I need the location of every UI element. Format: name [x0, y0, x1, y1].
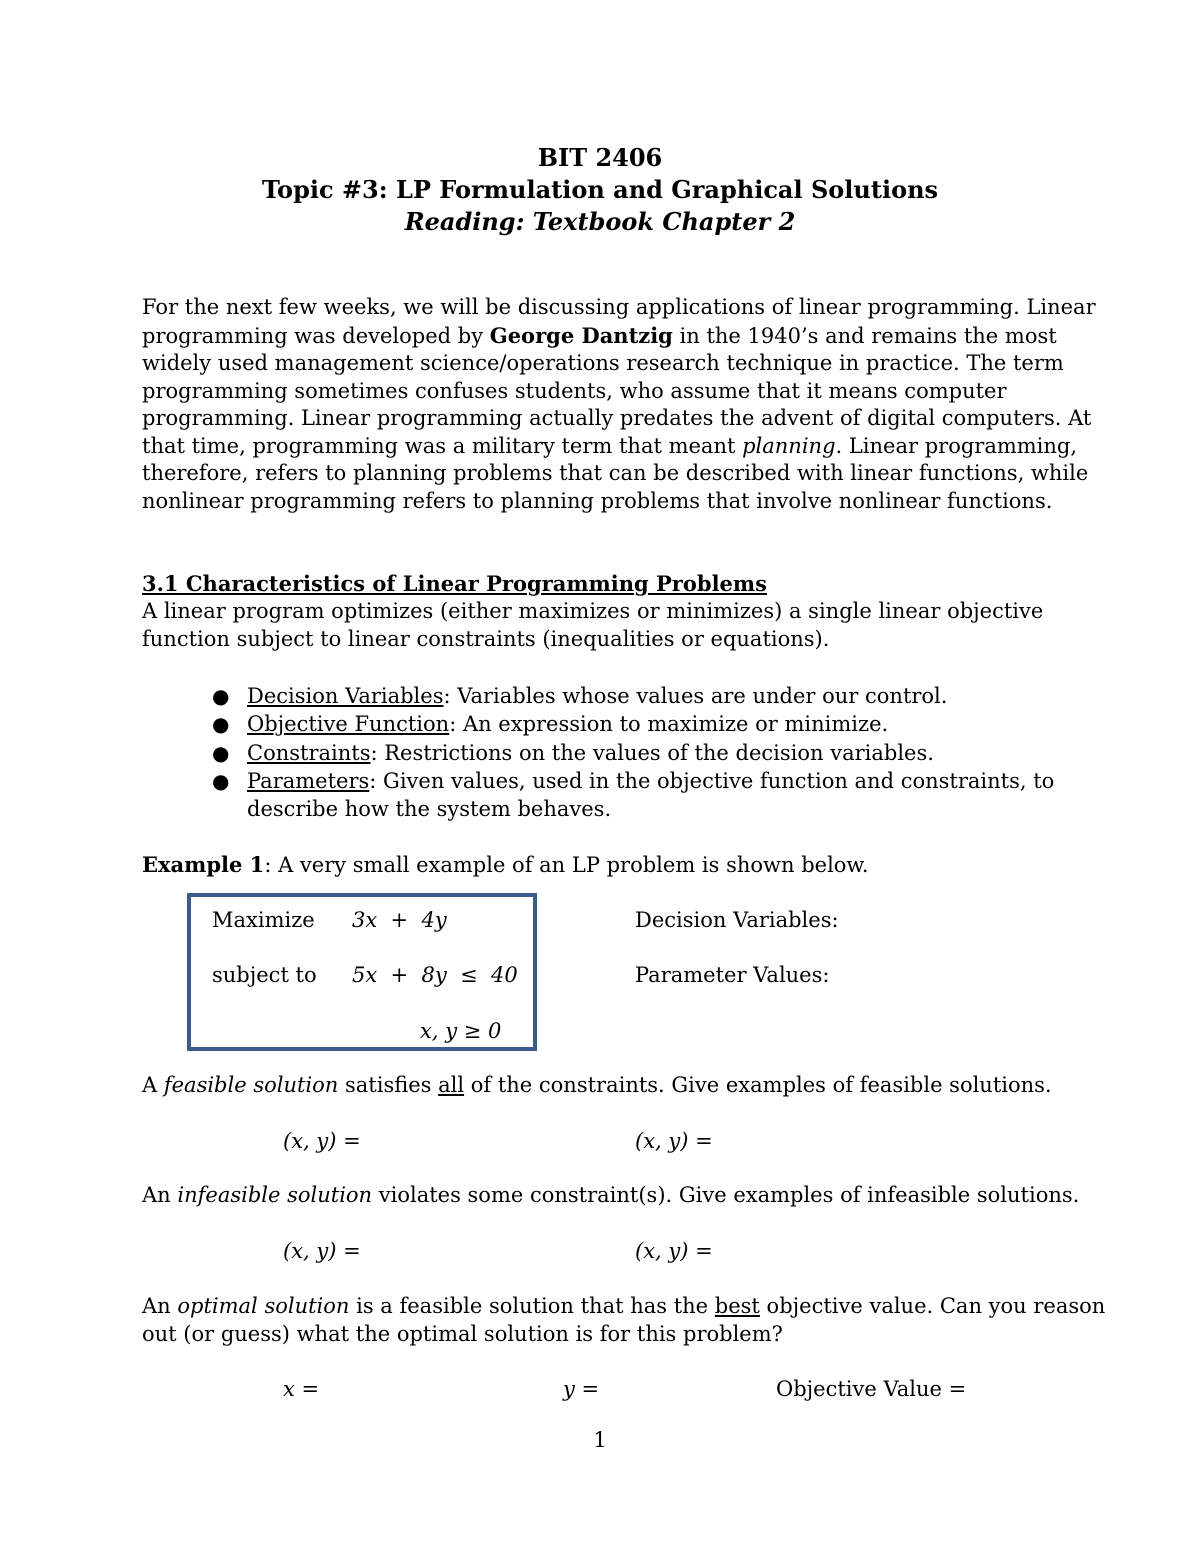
infeasible-text: An [142, 1183, 178, 1207]
optimal-text: An [142, 1294, 178, 1318]
infeasible-text: violates some constraint(s). Give examples of infeasible solutions. [372, 1183, 1080, 1207]
bullet-text: : Restrictions on the values of the decision variables. [370, 741, 934, 765]
example-text: : A very small example of an LP problem is shown below. [264, 853, 869, 877]
dantzig-name: George Dantzig [489, 322, 673, 348]
bullet-term: Objective Function [247, 712, 450, 736]
bullet-text: : Variables whose values are under our control. [443, 684, 948, 708]
optimal-term: optimal solution [177, 1294, 350, 1318]
feasible-text: A [142, 1073, 164, 1097]
planning-term: planning [742, 433, 836, 458]
feasible-text: of the constraints. Give examples of feasible solutions. [464, 1073, 1052, 1097]
bullet-item [247, 767, 1054, 795]
bullet-text: : An expression to maximize or minimize. [449, 712, 889, 736]
answer-objective-value: Objective Value = [776, 1377, 967, 1401]
intro-text: programming was developed by [142, 323, 490, 348]
optimal-text: is a feasible solution that has the [349, 1294, 715, 1318]
infeasible-term: infeasible solution [177, 1183, 373, 1207]
bullet-term: Parameters [247, 769, 370, 793]
objective-expression: 3x + 4y [352, 908, 447, 932]
course-code: BIT 2406 [537, 143, 663, 172]
bullet-dot: ● [212, 741, 230, 765]
constraint-expression: 5x + 8y ≤ 40 [352, 963, 518, 987]
bullet-item [247, 710, 888, 738]
intro-line: programming. Linear programming actually predates the advent of digital computers. At [142, 406, 1092, 430]
infeasible-definition [142, 1181, 1079, 1209]
intro-text: that time, programming was a military term that meant [142, 433, 743, 458]
intro-line: For the next few weeks, we will be discussing applications of linear programming. Linear [142, 295, 1096, 319]
bullet-term: Decision Variables [247, 684, 444, 708]
decision-variables-label: Decision Variables: [635, 908, 839, 932]
intro-text: in the 1940’s and remains the most [672, 323, 1057, 348]
bullet-dot: ● [212, 769, 230, 793]
feasible-text: satisfies [338, 1073, 439, 1097]
infeasible-pair-1: (x, y) = [283, 1239, 361, 1263]
bullet-item [247, 682, 947, 710]
nonnegativity-constraint: x, y ≥ 0 [420, 1019, 502, 1043]
feasible-pair-1: (x, y) = [283, 1129, 361, 1153]
bullet-dot: ● [212, 712, 230, 736]
example-label: Example 1 [142, 852, 265, 877]
optimal-text: objective value. Can you reason [759, 1294, 1106, 1318]
bullet-dot: ● [212, 684, 230, 708]
feasible-pair-2: (x, y) = [635, 1129, 713, 1153]
subject-to-label: subject to [212, 963, 317, 987]
reading-line: Reading: Textbook Chapter 2 [404, 207, 796, 236]
optimal-emphasis: best [714, 1294, 760, 1318]
intro-line: programming sometimes confuses students, who assume that it means computer [142, 378, 1007, 403]
page-number: 1 [593, 1428, 607, 1452]
feasible-definition [142, 1071, 1052, 1099]
infeasible-pair-2: (x, y) = [635, 1239, 713, 1263]
optimal-definition [142, 1292, 1105, 1320]
intro-line: nonlinear programming refers to planning problems that involve nonlinear functions. [142, 488, 1053, 513]
intro-line: widely used management science/operations research technique in practice. The term [142, 351, 1064, 375]
topic-title: Topic #3: LP Formulation and Graphical Solutions [261, 175, 939, 204]
answer-y: y = [563, 1377, 600, 1401]
bullet-continuation: describe how the system behaves. [247, 797, 612, 821]
intro-paragraph [142, 294, 1096, 515]
bullet-text: : Given values, used in the objective function and constraints, to [369, 769, 1055, 793]
section-line: A linear program optimizes (either maximizes or minimizes) a single linear objective [142, 599, 1044, 623]
feasible-term: feasible solution [163, 1073, 339, 1097]
maximize-label: Maximize [212, 908, 315, 932]
intro-line [142, 322, 1062, 351]
intro-line: therefore, refers to planning problems that can be described with linear functions, while [142, 461, 1089, 485]
section-heading: 3.1 Characteristics of Linear Programming Problems [142, 571, 767, 596]
section-line: function subject to linear constraints (inequalities or equations). [142, 627, 830, 651]
bullet-term: Constraints [247, 741, 371, 765]
intro-text: . Linear programming, [835, 433, 1078, 458]
example-line [142, 851, 869, 879]
optimal-question: out (or guess) what the optimal solution is for this problem? [142, 1322, 783, 1346]
feasible-emphasis: all [438, 1073, 465, 1097]
intro-line [142, 433, 1078, 461]
answer-x: x = [283, 1377, 320, 1401]
parameter-values-label: Parameter Values: [635, 963, 830, 987]
bullet-item [247, 739, 934, 767]
